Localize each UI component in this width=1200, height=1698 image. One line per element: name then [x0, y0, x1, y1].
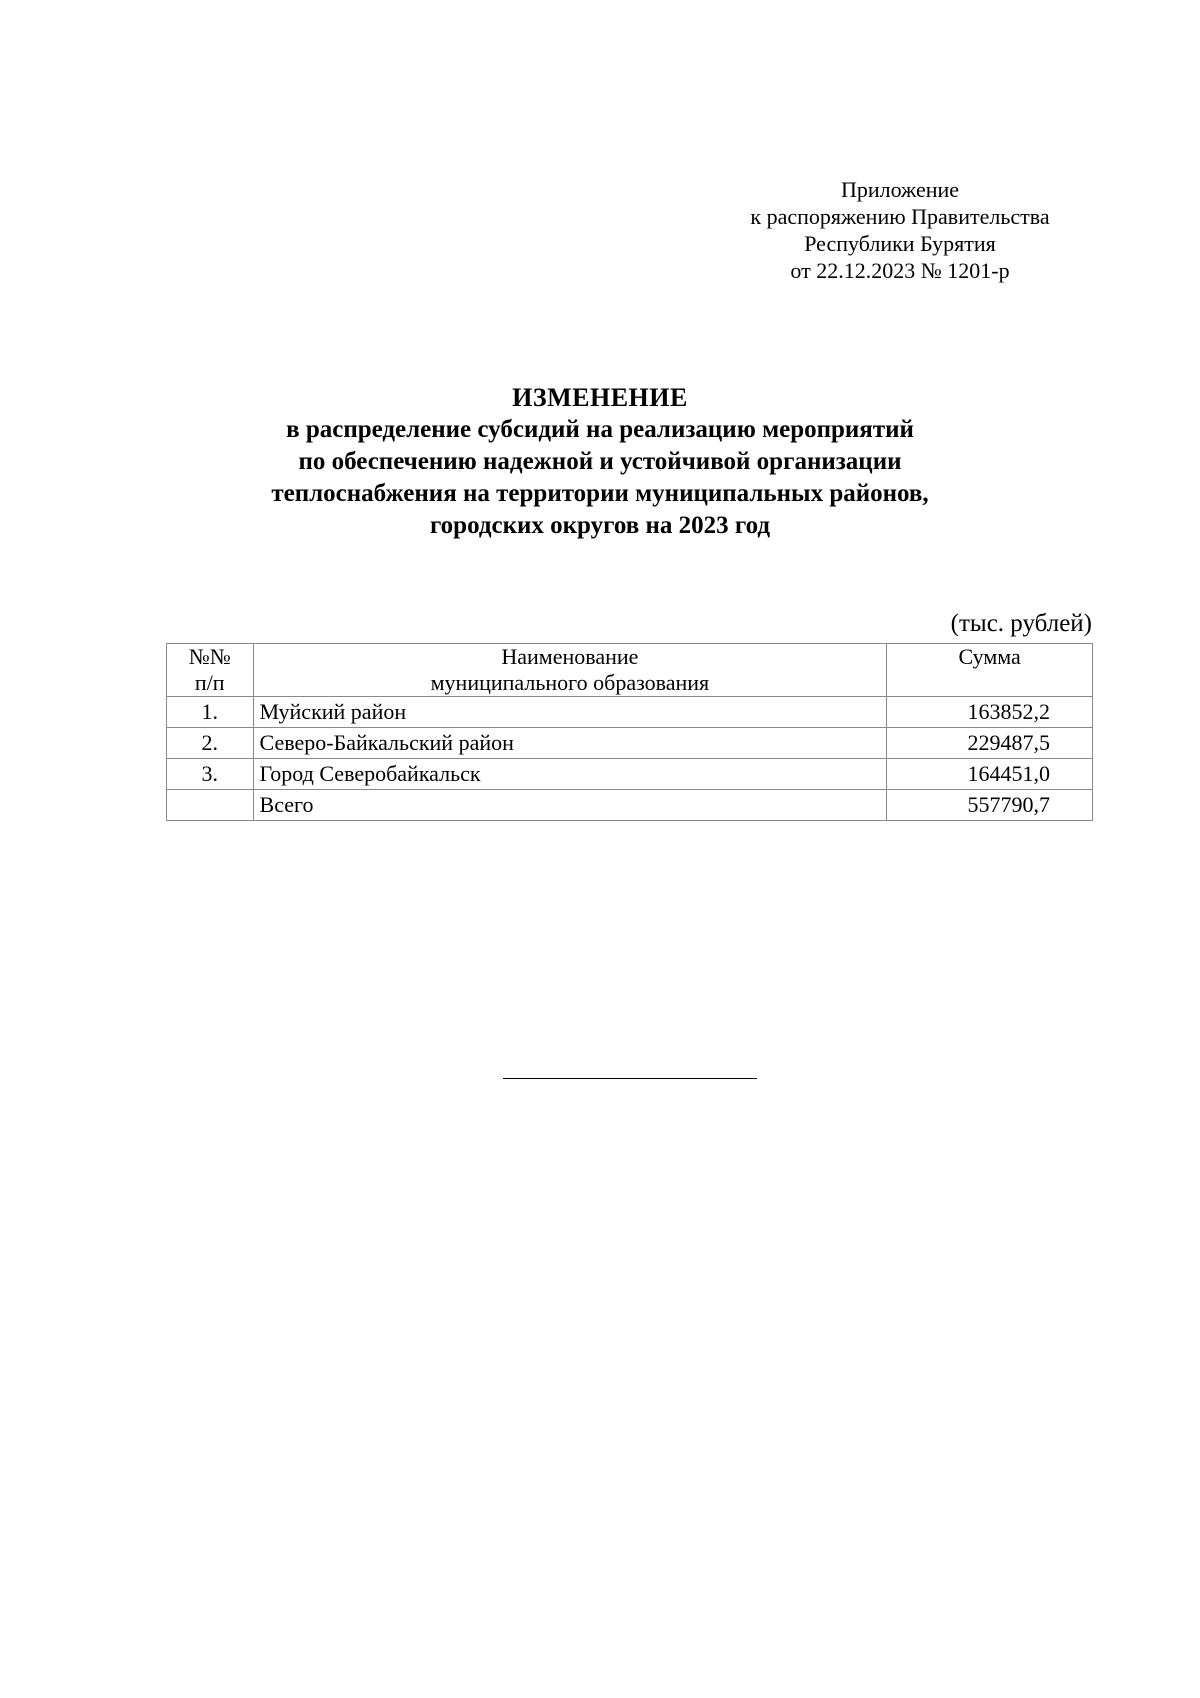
appendix-label: Приложение: [840, 177, 960, 202]
row-name: Город Северобайкальск: [253, 759, 887, 790]
distribution-table: [166, 643, 1093, 821]
total-number: [167, 790, 254, 821]
total-label: Всего: [253, 790, 887, 821]
table-row: [167, 728, 1093, 759]
table-header-row: [167, 644, 1093, 697]
appendix-region: Республики Бурятия: [804, 231, 996, 256]
header-name-line-2: муниципального образования: [430, 670, 710, 695]
appendix-reference: к распоряжению Правительства: [750, 204, 1050, 229]
document-title: ИЗМЕНЕНИЕ: [512, 383, 688, 412]
title-block: [160, 382, 1040, 542]
row-number: 3.: [167, 759, 254, 790]
row-sum: 229487,5: [887, 728, 1093, 759]
closing-divider: [503, 1078, 757, 1079]
subtitle-line-2: по обеспечению надежной и устойчивой организации: [298, 448, 902, 475]
row-number: 2.: [167, 728, 254, 759]
row-number: 1.: [167, 697, 254, 728]
appendix-block: [700, 176, 1100, 284]
header-name: [253, 644, 887, 697]
header-number-line-2: п/п: [194, 670, 225, 695]
header-number: [167, 644, 254, 697]
table-total-row: [167, 790, 1093, 821]
subtitle-line-1: в распределение субсидий на реализацию мероприятий: [286, 416, 914, 443]
subtitle-line-4: городских округов на 2023 год: [429, 512, 771, 539]
total-sum: 557790,7: [887, 790, 1093, 821]
appendix-date-number: от 22.12.2023 № 1201-р: [790, 258, 1010, 283]
row-name: Муйский район: [253, 697, 887, 728]
header-name-line-1: Наименование: [501, 644, 639, 669]
header-number-line-1: №№: [188, 644, 231, 669]
table-row: [167, 697, 1093, 728]
row-name: Северо-Байкальский район: [253, 728, 887, 759]
units-label: (тыс. рублей): [950, 610, 1092, 637]
header-sum: Сумма: [887, 644, 1093, 697]
table-row: [167, 759, 1093, 790]
subtitle-line-3: теплоснабжения на территории муниципальных районов,: [271, 480, 929, 507]
row-sum: 163852,2: [887, 697, 1093, 728]
row-sum: 164451,0: [887, 759, 1093, 790]
document-subtitle: [160, 414, 1040, 542]
